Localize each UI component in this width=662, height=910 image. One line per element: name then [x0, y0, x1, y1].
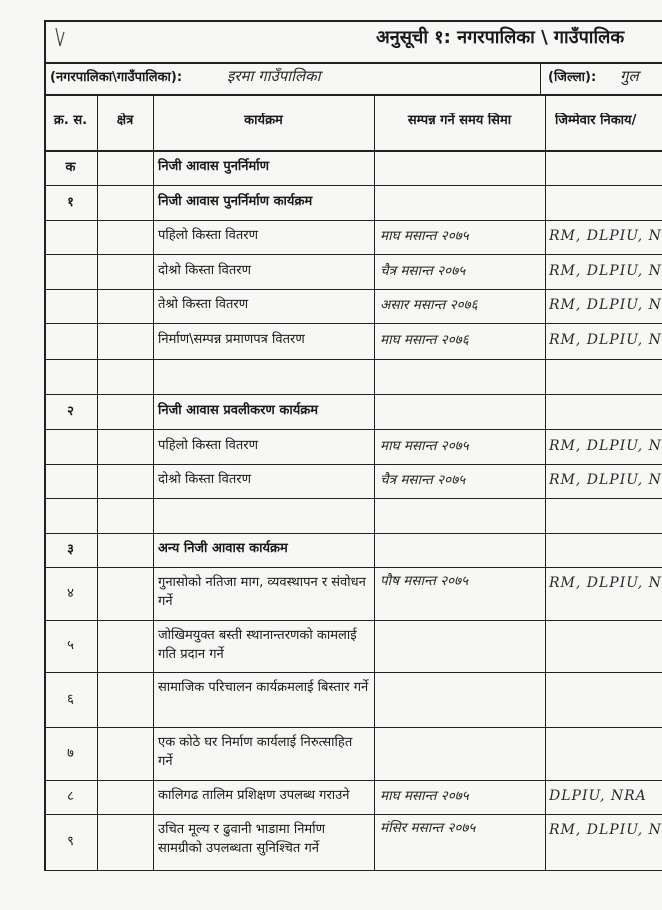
table-column-line [97, 94, 98, 870]
deadline-value: माघ मसान्त २०७५ [380, 437, 469, 454]
program-name: तेश्रो किस्ता वितरण [158, 297, 249, 312]
serial-number: क [65, 159, 76, 175]
program-name: अन्य निजी आवास कार्यक्रम [158, 541, 288, 556]
table-row-line [44, 870, 662, 871]
table-row-line [44, 185, 662, 186]
district-divider [540, 62, 541, 94]
responsible-value: DLPIU, NRA [549, 788, 647, 804]
table-row-line [44, 498, 662, 499]
pen-scribble-mark [52, 26, 82, 48]
program-name: निजी आवास प्रवलीकरण कार्यक्रम [158, 402, 318, 418]
program-name: निर्माण\सम्पन्न प्रमाणपत्र वितरण [158, 332, 305, 347]
serial-number: ४ [67, 585, 74, 601]
program-name: पहिलो किस्ता वितरण [158, 228, 259, 243]
deadline-value: चैत्र मसान्त २०७५ [380, 472, 466, 488]
table-row-line [44, 464, 662, 465]
deadline-value: मंसिर मसान्त २०७५ [380, 820, 476, 836]
column-header: जिम्मेवार निकाय/ [555, 113, 637, 128]
info-left-border [44, 62, 46, 94]
responsible-value: RM, DLPIU, N [549, 437, 662, 454]
program-name: सामाजिक परिचालन कार्यक्रमलाई बिस्तार गर्ने [158, 680, 369, 695]
serial-number: १ [67, 194, 74, 210]
table-row-line [44, 289, 662, 290]
responsible-value: RM, DLPIU, N [549, 262, 662, 279]
column-header: सम्पन्न गर्ने समय सिमा [407, 113, 512, 128]
table-row-line [44, 94, 662, 96]
serial-number: ३ [67, 542, 74, 557]
table-row-line [44, 150, 662, 152]
program-name: उचित मूल्य र ढुवानी भाडामा निर्माण सामग्रीको उपलब्धता सुनिश्चित गर्ने [158, 822, 325, 856]
table-row-line [44, 323, 662, 324]
deadline-value: पौष मसान्त २०७५ [380, 573, 469, 589]
top-border [44, 20, 662, 22]
column-header: क्षेत्र [116, 113, 134, 128]
responsible-value: RM, DLPIU, N [549, 297, 662, 313]
table-row-line [44, 672, 662, 673]
deadline-value: माघ मसान्त २०७५ [380, 788, 469, 804]
column-header: क्र. स. [53, 113, 88, 128]
responsible-value: RM, DLPIU, N [549, 575, 662, 591]
district-label: (जिल्ला): [548, 70, 597, 85]
serial-number: २ [67, 403, 74, 419]
table-row-line [44, 254, 662, 255]
responsible-value: RM, DLPIU, N [549, 332, 662, 348]
table-row-line [44, 394, 662, 395]
program-name: निजी आवास पुनर्निर्माण कार्यक्रम [158, 193, 313, 209]
serial-number: ६ [67, 691, 74, 707]
program-name: कालिगढ तालिम प्रशिक्षण उपलब्ध गराउने [158, 788, 350, 803]
table-column-line [153, 94, 154, 870]
program-name: दोश्रो किस्ता वितरण [158, 262, 252, 278]
title-left-border [44, 20, 46, 62]
table-row-line [44, 220, 662, 221]
program-name: निजी आवास पुनर्निर्माण [158, 158, 270, 174]
municipality-value: इरमा गाउँपालिका [227, 67, 321, 85]
serial-number: ७ [67, 745, 74, 761]
deadline-value: चैत्र मसान्त २०७५ [380, 262, 466, 279]
deadline-value: माघ मसान्त २०७६ [380, 332, 469, 348]
program-name: दोश्रो किस्ता वितरण [158, 472, 252, 487]
program-name: गुनासोको नतिजा माग, व्यवस्थापन र संवोधन गर्ने [158, 575, 366, 609]
table-row-line [44, 533, 662, 534]
serial-number: ५ [67, 638, 74, 653]
municipality-label: (नगरपालिका\गाउँपालिका): [50, 70, 183, 85]
table-row-line [44, 429, 662, 430]
table-row-line [44, 620, 662, 621]
program-name: पहिलो किस्ता वितरण [158, 437, 259, 453]
deadline-value: माघ मसान्त २०७५ [380, 228, 469, 244]
deadline-value: असार मसान्त २०७६ [380, 297, 478, 313]
page-title: अनुसूची १: नगरपालिका \ गाउँपालिक [376, 27, 625, 48]
table-row-line [44, 814, 662, 815]
table-row-line [44, 359, 662, 360]
table-column-line [545, 94, 546, 870]
table-column-line [374, 94, 375, 870]
table-row-line [44, 780, 662, 781]
table-row-line [44, 727, 662, 728]
program-name: जोखिमयुक्त बस्ती स्थानान्तरणको कामलाई गति प्रदान गर्ने [158, 628, 357, 662]
table-row-line [44, 567, 662, 568]
program-name: एक कोठे घर निर्माण कार्यलाई निरुत्साहित गर्ने [158, 735, 353, 769]
responsible-value: RM, DLPIU, N [549, 822, 662, 838]
district-value: गुल [620, 67, 639, 85]
header-divider [44, 62, 662, 64]
responsible-value: RM, DLPIU, N [549, 472, 662, 488]
column-header: कार्यक्रम [244, 113, 283, 128]
serial-number: ९ [67, 834, 74, 849]
responsible-value: RM, DLPIU, N [549, 228, 662, 244]
serial-number: ८ [67, 789, 74, 804]
